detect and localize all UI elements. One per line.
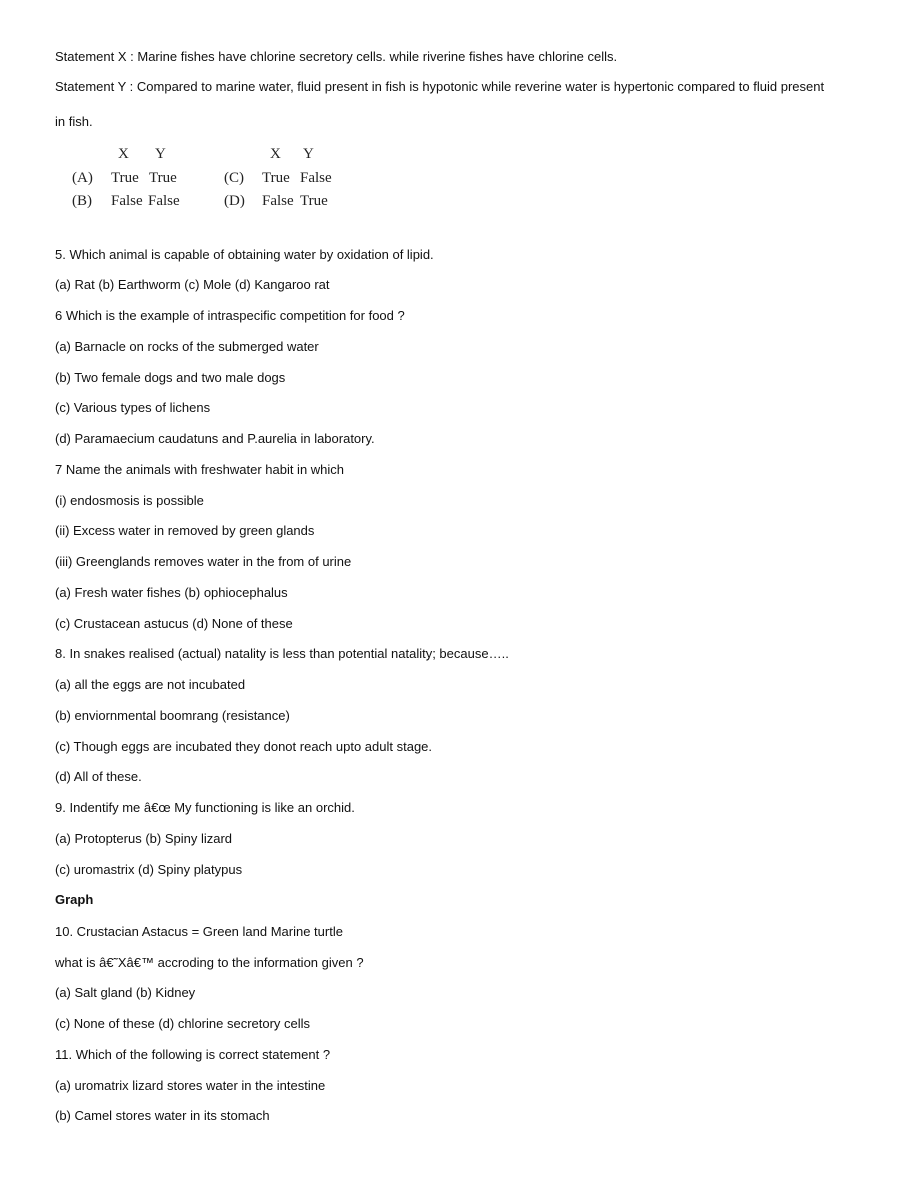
option-d-y: True <box>300 193 328 209</box>
q7-options-ab: (a) Fresh water fishes (b) ophiocephalus <box>55 585 288 600</box>
q6-option-b: (b) Two female dogs and two male dogs <box>55 370 286 385</box>
section-heading-graph: Graph <box>55 892 94 907</box>
q8-option-d: (d) All of these. <box>55 769 142 784</box>
q11-option-a: (a) uromatrix lizard stores water in the intestine <box>55 1078 326 1093</box>
option-a-x: True <box>111 170 139 186</box>
option-c-y: False <box>300 170 332 186</box>
q11-question: 11. Which of the following is correct statement ? <box>55 1047 331 1062</box>
header-x-left: X <box>118 146 129 162</box>
q7-clue-iii: (iii) Greenglands removes water in the from of urine <box>55 554 352 569</box>
option-a-label: (A) <box>72 170 93 186</box>
q7-question: 7 Name the animals with freshwater habit in which <box>55 462 345 477</box>
q7-clue-i: (i) endosmosis is possible <box>55 493 204 508</box>
q9-options-cd: (c) uromastrix (d) Spiny platypus <box>55 862 243 877</box>
q8-option-c: (c) Though eggs are incubated they donot reach upto adult stage. <box>55 739 433 754</box>
q9-options-ab: (a) Protopterus (b) Spiny lizard <box>55 831 233 846</box>
q8-question: 8. In snakes realised (actual) natality is less than potential natality; because….. <box>55 646 509 661</box>
statement-y: Statement Y : Compared to marine water, fluid present in fish is hypotonic while reverine water is hypertonic compared to fluid present <box>55 79 825 94</box>
q10-prompt: what is â€˜Xâ€™ accroding to the information given ? <box>55 955 364 970</box>
q9-question: 9. Indentify me â€œ My functioning is like an orchid. <box>55 800 355 815</box>
option-c-x: True <box>262 170 290 186</box>
q10-options-ab: (a) Salt gland (b) Kidney <box>55 985 196 1000</box>
q8-option-a: (a) all the eggs are not incubated <box>55 677 246 692</box>
option-a-y: True <box>149 170 177 186</box>
option-d-x: False <box>262 193 294 209</box>
option-c-label: (C) <box>224 170 244 186</box>
q5-question: 5. Which animal is capable of obtaining water by oxidation of lipid. <box>55 247 434 262</box>
option-d-label: (D) <box>224 193 245 209</box>
q6-option-c: (c) Various types of lichens <box>55 400 211 415</box>
header-x-right: X <box>270 146 281 162</box>
option-b-label: (B) <box>72 193 92 209</box>
option-b-x: False <box>111 193 143 209</box>
statement-x: Statement X : Marine fishes have chlorine secretory cells. while riverine fishes have chlorine cells. <box>55 49 618 64</box>
q11-option-b: (b) Camel stores water in its stomach <box>55 1108 270 1123</box>
q10-question: 10. Crustacian Astacus = Green land Marine turtle <box>55 924 343 939</box>
q10-options-cd: (c) None of these (d) chlorine secretory cells <box>55 1016 311 1031</box>
header-y-right: Y <box>303 146 314 162</box>
q8-option-b: (b) enviornmental boomrang (resistance) <box>55 708 290 723</box>
q7-options-cd: (c) Crustacean astucus (d) None of these <box>55 616 293 631</box>
statement-y-continued: in fish. <box>55 114 93 129</box>
header-y-left: Y <box>155 146 166 162</box>
q5-options: (a) Rat (b) Earthworm (c) Mole (d) Kangaroo rat <box>55 277 330 292</box>
options-table <box>72 146 372 218</box>
q6-question: 6 Which is the example of intraspecific competition for food ? <box>55 308 405 323</box>
q7-clue-ii: (ii) Excess water in removed by green glands <box>55 523 315 538</box>
option-b-y: False <box>148 193 180 209</box>
q6-option-d: (d) Paramaecium caudatuns and P.aurelia in laboratory. <box>55 431 375 446</box>
q6-option-a: (a) Barnacle on rocks of the submerged water <box>55 339 319 354</box>
